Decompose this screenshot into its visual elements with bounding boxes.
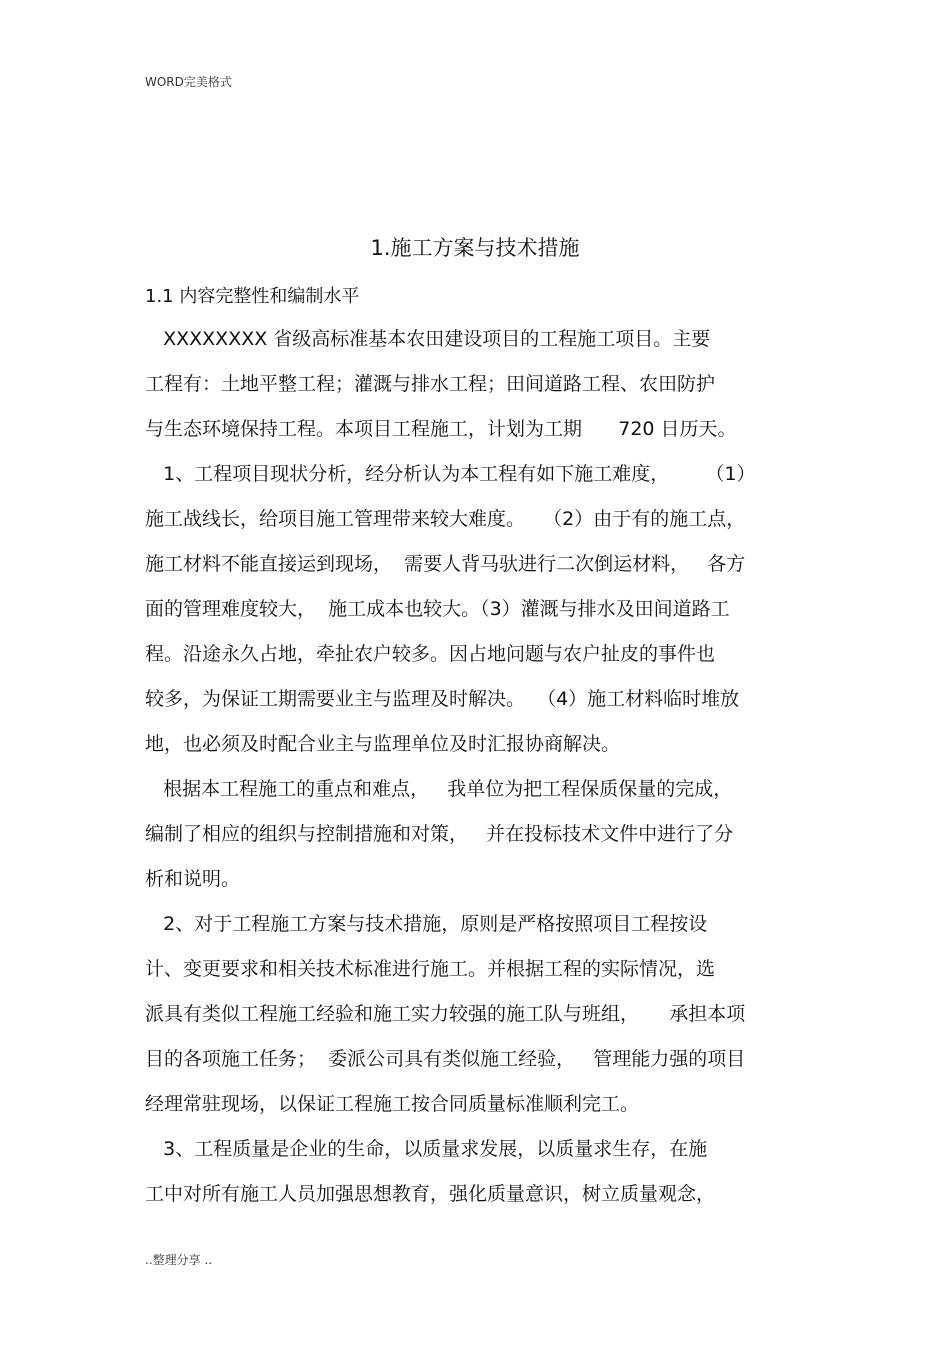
body-line: 较多，为保证工期需要业主与监理及时解决。 （4）施工材料临时堆放 [145,688,740,710]
body-line: 经理常驻现场，以保证工程施工按合同质量标准顺利完工。 [145,1093,640,1115]
body-line: 根据本工程施工的重点和难点， 我单位为把工程保质保量的完成， [145,778,733,800]
body-line: 1、工程项目现状分析，经分析认为本工程有如下施工难度， （1） [145,463,756,485]
body-line: 地，也必须及时配合业主与监理单位及时汇报协商解决。 [145,733,621,755]
body-line: 2、对于工程施工方案与技术措施，原则是严格按照项目工程按设 [145,913,708,935]
section-title: 1.施工方案与技术措施 [370,236,580,260]
body-line: 与生态环境保持工程。本项目工程施工，计划为工期 720 日历天。 [145,418,737,440]
body-line: 派具有类似工程施工经验和施工实力较强的施工队与班组， 承担本项 [145,1003,746,1025]
body-line: 析和说明。 [145,868,241,890]
body-line: 施工材料不能直接运到现场， 需要人背马驮进行二次倒运材料， 各方 [145,553,746,575]
body-line: 工中对所有施工人员加强思想教育，强化质量意识，树立质量观念， [145,1183,716,1205]
body-line: 施工战线长，给项目施工管理带来较大难度。 （2）由于有的施工点， [145,508,746,530]
body-line: 3、工程质量是企业的生命，以质量求发展，以质量求生存，在施 [145,1138,708,1160]
page-header: WORD完美格式 [145,75,232,89]
body-line: 目的各项施工任务； 委派公司具有类似施工经验， 管理能力强的项目 [145,1048,746,1070]
body-line: 计、变更要求和相关技术标准进行施工。并根据工程的实际情况，选 [145,958,716,980]
body-line: 面的管理难度较大， 施工成本也较大。（3）灌溉与排水及田间道路工 [145,598,730,620]
body-line: 编制了相应的组织与控制措施和对策， 并在投标技术文件中进行了分 [145,823,734,845]
subsection-title: 1.1 内容完整性和编制水平 [145,286,360,307]
body-line: 程。沿途永久占地，牵扯农户较多。因占地问题与农户扯皮的事件也 [145,643,716,665]
page-footer: ..整理分享 .. [145,1253,213,1267]
body-line: 工程有：土地平整工程；灌溉与排水工程；田间道路工程、农田防护 [145,373,716,395]
body-line: XXXXXXXX 省级高标准基本农田建设项目的工程施工项目。主要 [145,328,711,350]
